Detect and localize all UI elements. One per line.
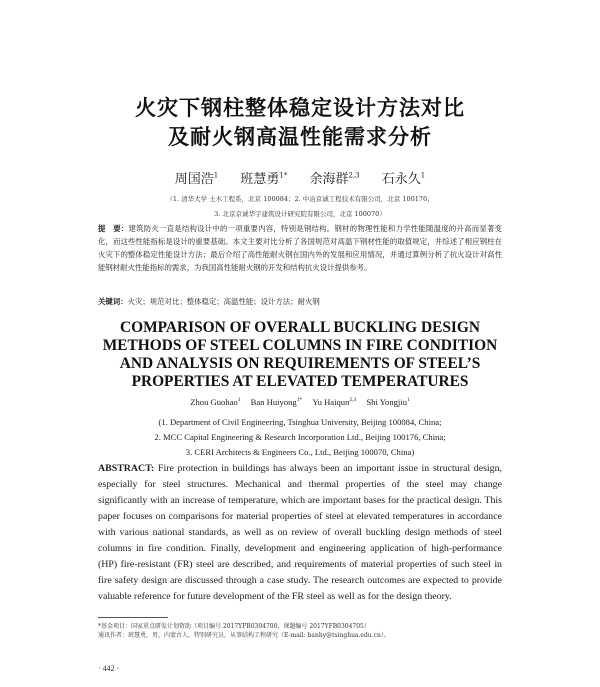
en-author: Yu Haiqun$^{2,3}$ (312, 397, 357, 407)
en-author: Zhou Guohao$^1$ (190, 397, 241, 407)
cn-abstract-text: 建筑防火一直是结构设计中的一项重要内容，特别是钢结构。钢材的物理性能和力学性能随温度的升高而显著变化，而这些性能指标是设计的重要基础。本文主要对比分析了各国规范对高温下钢材性能的取值规定，并综述了相应钢柱在火灾下的整体稳定性能设计方法；最后介绍了高性能耐火钢在国内外的发展和应用情况，并通过算例分析了抗火设计对高性能钢材耐火性能指标的需求，为我国高性能耐火钢的开发和结构抗火设计提供参考。 (98, 224, 502, 272)
cn-affiliation-line-2: 3. 北京京诚华宇建筑设计研究院有限公司，北京 100070） (214, 210, 386, 218)
cn-author: 石永久$^1$ (381, 171, 426, 187)
footnote-fund: *基金项目：国家重点研发计划资助（项目编号 2017YFB0304700，课题编号 2017YFB0304705） (98, 623, 370, 630)
cn-abstract-label: 提 要： (98, 224, 129, 233)
cn-author: 班慧勇$^{1*}$ (240, 171, 288, 187)
footnote-contact: 通讯作者：班慧勇，男，内蒙古人，特别研究员，从事结构工程研究（E-mail: banhy@tsinghua.edu.cn）。 (98, 632, 390, 639)
en-abstract-label: ABSTRACT: (98, 463, 155, 474)
cn-keywords-label: 关键词： (98, 297, 128, 306)
en-title-line-3: AND ANALYSIS ON REQUIREMENTS OF STEEL’S (119, 355, 481, 372)
en-authors (0, 397, 600, 407)
cn-abstract (98, 222, 502, 274)
cn-author: 周国浩$^1$ (174, 171, 219, 187)
page-number: · 442 · (98, 664, 120, 673)
en-title-line-1: COMPARISON OF OVERALL BUCKLING DESIGN (119, 319, 480, 336)
cn-keywords-text: 火灾；规范对比；整体稳定；高温性能；设计方法；耐火钢 (127, 297, 320, 306)
en-affiliation-line-1: (1. Department of Civil Engineering, Tsinghua University, Beijing 100084, China; (158, 417, 442, 427)
en-title-line-4: PROPERTIES AT ELEVATED TEMPERATURES (131, 373, 469, 390)
cn-title-line-1: 火灾下钢柱整体稳定设计方法对比 (135, 96, 465, 120)
en-affiliation-line-3: 3. CERI Architects & Engineers Co., Ltd., Beijing 100070, China) (185, 447, 415, 457)
en-author: Shi Yongjiu$^1$ (366, 397, 410, 407)
en-affiliation-line-2: 2. MCC Capital Engineering & Research Incorporation Ltd., Beijing 100176, China; (154, 432, 446, 442)
cn-authors (0, 168, 600, 187)
en-author: Ban Huiyong$^{1*}$ (250, 397, 303, 407)
cn-affiliation-line-1: （1. 清华大学 土木工程系，北京 100084；2. 中冶京诚工程技术有限公司，北京 100176； (166, 195, 434, 203)
cn-title-line-2: 及耐火钢高温性能需求分析 (168, 125, 432, 149)
footnote-divider (98, 617, 168, 618)
en-title-line-2: METHODS OF STEEL COLUMNS IN FIRE CONDITION (102, 337, 498, 354)
en-abstract (98, 461, 502, 605)
en-abstract-text: Fire protection in buildings has always been an important issue in structural design, especially for steel structures. Mechanical and thermal properties of the steel may change significantly with an increase of temperature, which are important bases for the practical design. This paper focuses on comparisons for material properties of steel at elevated temperatures in accordance with various national standards, as well as on review of overall buckling design methods of steel columns in fire condition. Finally, development and engineering application of high-performance (HP) fire-resistant (FR) steel are described, and requirements of material properties of such steel in fire safety design are discussed through a case study. The research outcomes are expected to provide valuable reference for future development of the FR steel as well as for the design theory. (98, 463, 503, 602)
cn-keywords (98, 296, 502, 307)
cn-author: 余海群$^{2,3}$ (309, 171, 360, 187)
